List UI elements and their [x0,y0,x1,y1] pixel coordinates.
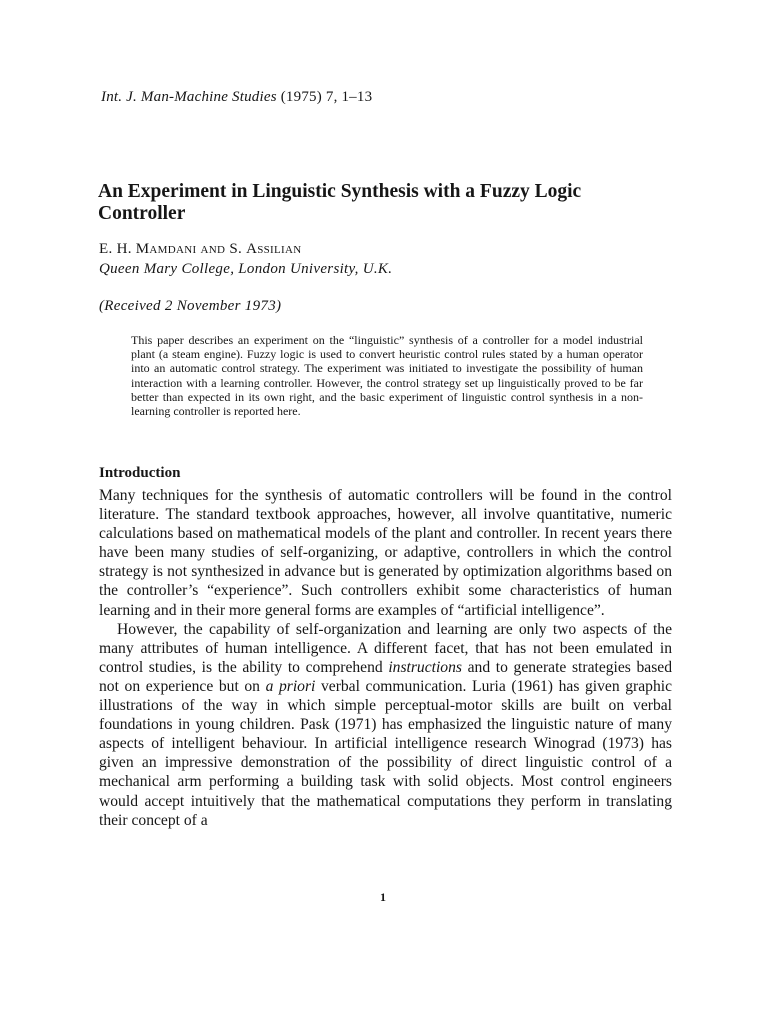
author2-surname: Assilian [246,241,302,257]
author1-initials: E. H. [99,241,136,257]
paper-title: An Experiment in Linguistic Synthesis with a Fuzzy Logic Controller [98,181,582,224]
author1-surname: Mamdani [135,241,197,257]
paragraph-2 [99,620,672,830]
received-date: (Received 2 November 1973) [99,298,282,314]
emphasis-a-priori: a priori [265,677,316,695]
introduction-body [99,486,672,830]
paragraph-2-text-1: However, the capability of self-organization and learning are only two aspects of the many attributes of human intelligence. A different facet, that has not been emulated in control studies, is the ability to comprehend [99,620,672,676]
emphasis-instructions: instructions [388,658,462,676]
affiliation: Queen Mary College, London University, U.K. [99,261,393,277]
journal-name: Int. J. Man-Machine Studies [101,89,277,105]
page-number: 1 [380,890,386,904]
author-line [99,241,301,258]
volume-pages: (1975) 7, 1–13 [280,89,373,105]
journal-citation [101,89,372,106]
abstract: This paper describes an experiment on the “linguistic” synthesis of a controller for a model industrial plant (a steam engine). Fuzzy logic is used to convert heuristic control rules stated by a human operator into an automatic control strategy. The experiment was initiated to investigate the possibility of human interaction with a learning controller. However, the control strategy set up linguistically proved to be far better than expected in its own right, and the basic experiment of linguistic control synthesis in a non-learning controller is reported here. [131,333,643,419]
author2-initials: S. [229,241,247,257]
section-heading-introduction: Introduction [99,465,181,481]
paragraph-1: Many techniques for the synthesis of automatic controllers will be found in the control literature. The standard textbook approaches, however, all involve quantitative, numeric calculations based on mathematical models of the plant and controller. In recent years there have been many studies of self-organizing, or adaptive, controllers in which the control strategy is not synthesized in advance but is generated by optimization algorithms based on the controller’s “experience”. Such controllers exhibit some characteristics of human learning and in their more general forms are examples of “artificial intelligence”. [99,487,672,619]
author-conjunction: and [196,241,230,257]
paragraph-2-text-3: verbal communication. Luria (1961) has given graphic illustrations of the way in which simple perceptual-motor skills are built on verbal foundations in young children. Pask (1971) has emphasized the linguistic nature of many aspects of intelligent behaviour. In artificial intelligence research Winograd (1973) has given an impressive demonstration of the possibility of direct linguistic control of a mechanical arm performing a building task with solid objects. Most control engineers would accept intuitively that the mathematical computations they perform in translating their concept of a [99,677,672,829]
paragraph-2-text-2: and to generate strategies based not on experience but on [99,658,672,695]
